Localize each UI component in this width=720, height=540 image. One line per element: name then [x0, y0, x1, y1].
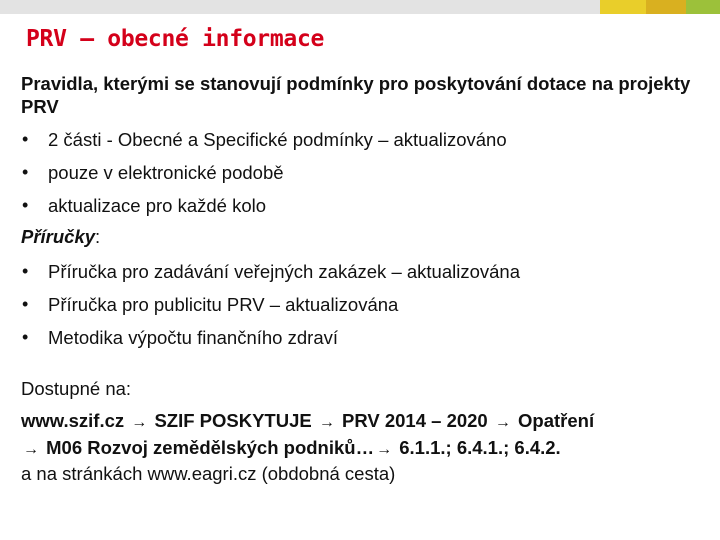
right-arrow-icon: → [376, 441, 393, 458]
bullet-icon: • [22, 294, 29, 314]
list-item: • pouze v elektronické podobě [22, 162, 284, 183]
right-arrow-icon: → [23, 441, 39, 458]
right-arrow-icon: → [494, 414, 511, 431]
path-step: SZIF POSKYTUJE [154, 410, 312, 431]
handbooks-list [21, 260, 711, 349]
bullet-icon: • [22, 129, 29, 149]
handbooks-heading: Příručky: [21, 226, 101, 247]
list-item: • Příručka pro zadávání veřejných zakázek – aktualizována [22, 261, 521, 282]
eagri-note: a na stránkách www.eagri.cz (obdobná cesta) [21, 463, 396, 484]
list-item: • 2 části - Obecné a Specifické podmínky – aktualizováno [22, 129, 507, 150]
slide-content [21, 72, 711, 486]
list-item: • Příručka pro publicitu PRV – aktualizována [22, 294, 399, 315]
path-site: www.szif.cz [21, 410, 125, 431]
bullet-icon: • [22, 162, 29, 182]
band-green [686, 0, 720, 14]
path-step: PRV 2014 – 2020 [342, 410, 488, 431]
bullet-icon: • [22, 327, 29, 347]
rules-lead: Pravidla, kterými se stanovují podmínky pro poskytování dotace na projekty PRV [21, 73, 691, 117]
list-item: • Metodika výpočtu finančního zdraví [22, 327, 338, 348]
top-color-band [0, 0, 720, 14]
band-gray [0, 0, 600, 14]
path-step: 6.1.1.; 6.4.1.; 6.4.2. [399, 437, 561, 458]
available-label: Dostupné na: [21, 378, 132, 399]
bullet-icon: • [22, 195, 29, 215]
band-yellow [600, 0, 646, 14]
navigation-path [21, 408, 711, 462]
right-arrow-icon: → [318, 414, 335, 431]
slide-title: PRV – obecné informace [26, 26, 325, 52]
path-step: Opatření [518, 410, 595, 431]
right-arrow-icon: → [131, 414, 148, 431]
rules-list [21, 128, 711, 217]
band-gold [646, 0, 686, 14]
bullet-icon: • [22, 261, 29, 281]
list-item: • aktualizace pro každé kolo [22, 195, 267, 216]
path-step: M06 Rozvoj zemědělských podniků… [46, 437, 375, 458]
